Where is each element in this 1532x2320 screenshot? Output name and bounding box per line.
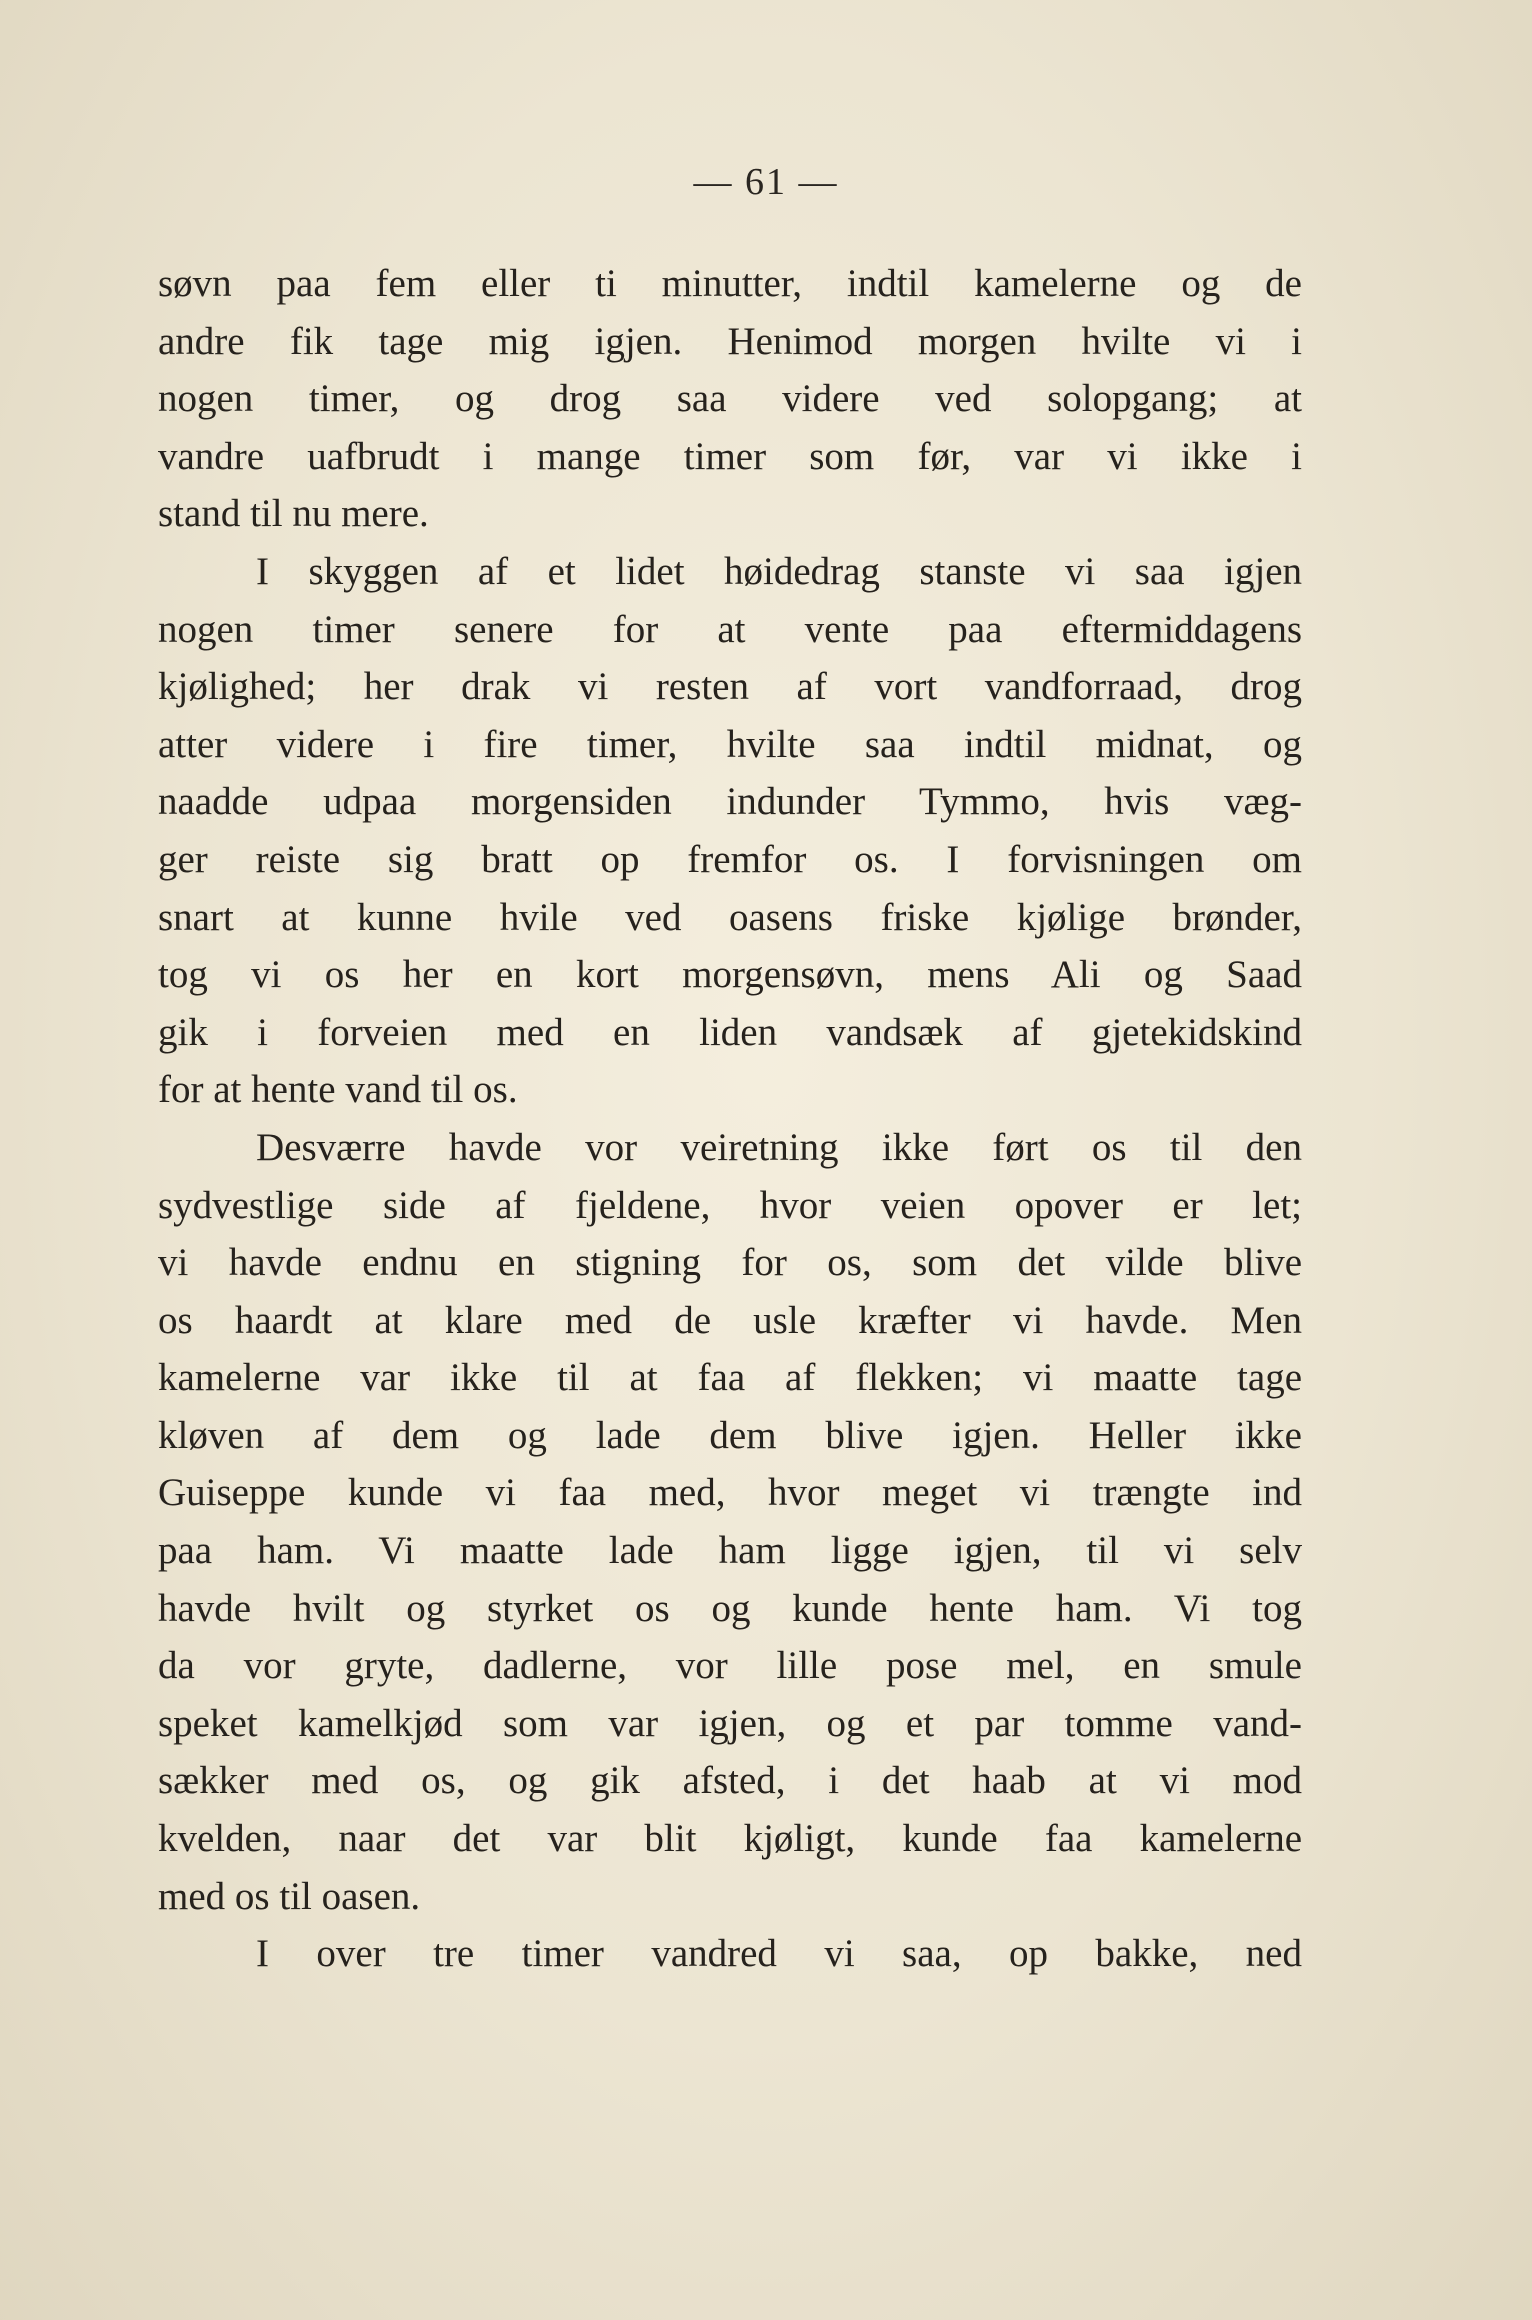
text-line: med os til oasen. (158, 1874, 421, 1918)
text-line: vi havde endnu en stigning for os, som det vilde blive (158, 1241, 1302, 1285)
text-line: andre fik tage mig igjen. Henimod morgen hvilte vi i (158, 319, 1302, 363)
text-line: nogen timer senere for at vente paa eftermiddagens (158, 607, 1302, 651)
page-number: — 61 — (693, 161, 839, 203)
text-line: kjølighed; her drak vi resten af vort vandforraad, drog (158, 665, 1302, 709)
text-line: paa ham. Vi maatte lade ham ligge igjen, til vi selv (158, 1529, 1302, 1573)
text-line: I skyggen af et lidet høidedrag stanste vi saa igjen (256, 549, 1302, 593)
text-line: søvn paa fem eller ti minutter, indtil kamelerne og de (158, 262, 1302, 305)
text-line: vandre uafbrudt i mange timer som før, var vi ikke i (158, 434, 1302, 478)
text-line: tog vi os her en kort morgensøvn, mens Ali og Saad (158, 953, 1302, 997)
text-line: naadde udpaa morgensiden indunder Tymmo, hvis væg- (158, 780, 1302, 824)
text-line: havde hvilt og styrket os og kunde hente ham. Vi tog (158, 1586, 1302, 1630)
text-line: I over tre timer vandred vi saa, op bakke, ned (256, 1932, 1302, 1976)
text-line: kløven af dem og lade dem blive igjen. Heller ikke (158, 1413, 1302, 1457)
text-line: da vor gryte, dadlerne, vor lille pose mel, en smule (158, 1644, 1302, 1688)
text-line: stand til nu mere. (158, 492, 429, 536)
text-line: Guiseppe kunde vi faa med, hvor meget vi trængte ind (158, 1471, 1302, 1515)
text-line: kvelden, naar det var blit kjøligt, kunde faa kamelerne (158, 1817, 1302, 1861)
body-text (158, 255, 1302, 1983)
text-line: Desværre havde vor veiretning ikke ført os til den (256, 1125, 1302, 1169)
text-line: speket kamelkjød som var igjen, og et par tomme vand- (158, 1701, 1302, 1745)
text-line: gik i forveien med en liden vandsæk af gjetekidskind (158, 1010, 1302, 1054)
text-line: nogen timer, og drog saa videre ved solopgang; at (158, 377, 1302, 421)
text-line: sydvestlige side af fjeldene, hvor veien opover er let; (158, 1183, 1302, 1227)
text-line: kamelerne var ikke til at faa af flekken; vi maatte tage (158, 1356, 1302, 1400)
text-line: sækker med os, og gik afsted, i det haab at vi mod (158, 1759, 1302, 1803)
text-line: for at hente vand til os. (158, 1068, 518, 1112)
text-line: os haardt at klare med de usle kræfter vi havde. Men (158, 1298, 1302, 1342)
text-line: ger reiste sig bratt op fremfor os. I forvisningen om (158, 837, 1302, 881)
text-line: atter videre i fire timer, hvilte saa indtil midnat, og (158, 722, 1302, 766)
text-line: snart at kunne hvile ved oasens friske kjølige brønder, (158, 895, 1302, 939)
